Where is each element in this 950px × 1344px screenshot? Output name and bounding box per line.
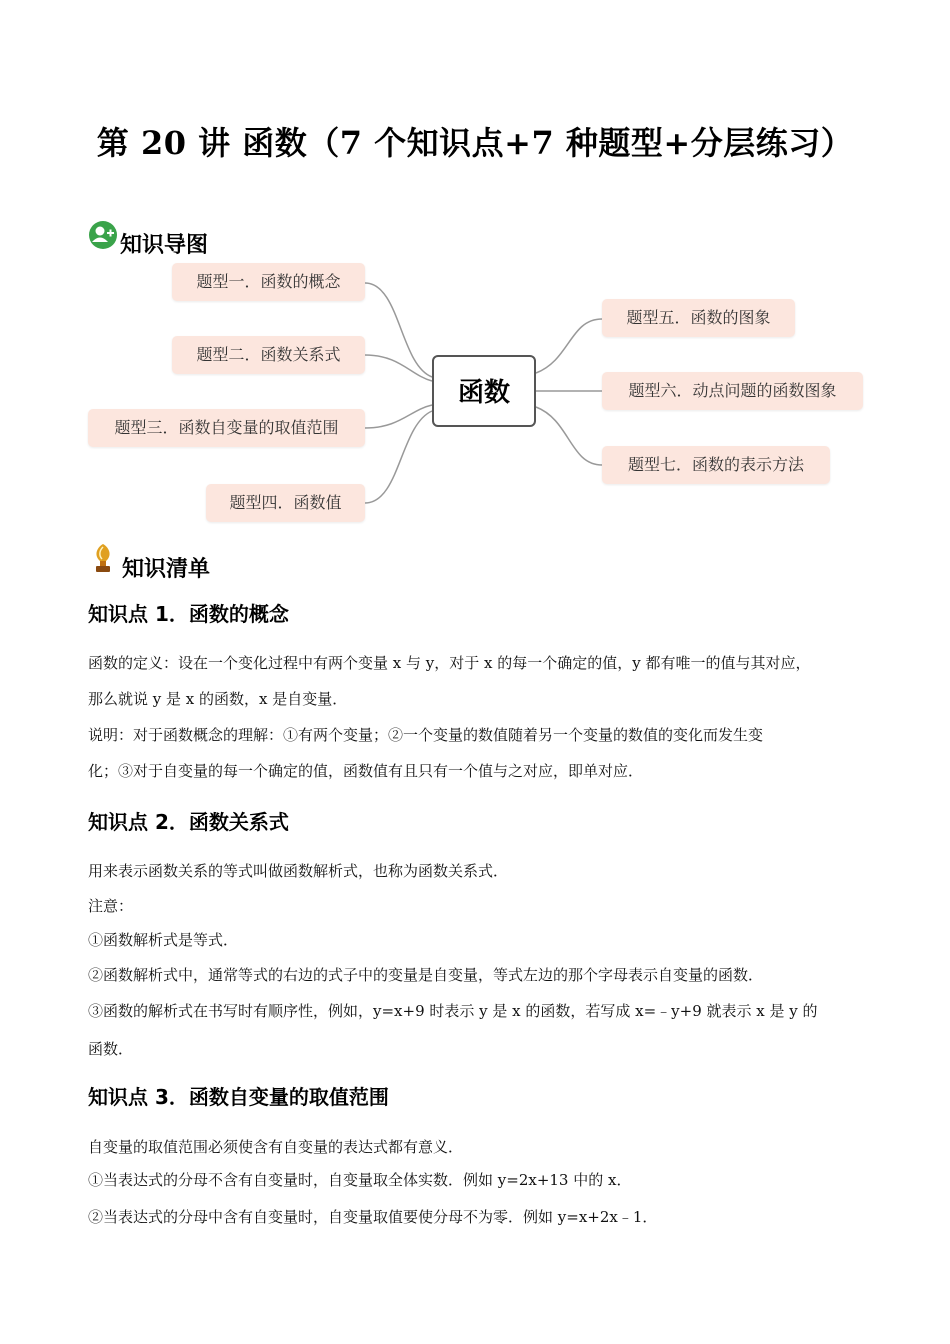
mindmap-heading: 知识导图 xyxy=(120,233,209,258)
trophy-icon xyxy=(90,542,116,574)
kp3-heading: 知识点 3．函数自变量的取值范围 xyxy=(88,1085,389,1109)
mindmap-node-1: 题型一．函数的概念 xyxy=(172,263,365,301)
kp1-heading: 知识点 1．函数的概念 xyxy=(88,602,289,626)
kp2-line-1: 用来表示函数关系的等式叫做函数解析式，也称为函数关系式． xyxy=(88,862,509,880)
kp2-heading: 知识点 2．函数关系式 xyxy=(88,810,289,834)
kp1-line-2: 那么就说 y 是 x 的函数，x 是自变量． xyxy=(88,690,348,708)
kp2-line-4: ②函数解析式中，通常等式的右边的式子中的变量是自变量，等式左边的那个字母表示自变量的函数． xyxy=(88,966,764,984)
mindmap-center: 函数 xyxy=(432,355,536,427)
page-title: 第 20 讲 函数（7 个知识点+7 种题型+分层练习） xyxy=(96,124,854,162)
mindmap-node-6: 题型六．动点问题的函数图象 xyxy=(602,372,863,410)
list-heading: 知识清单 xyxy=(122,557,211,582)
kp2-line-3: ①函数解析式是等式． xyxy=(88,931,239,949)
mindmap-node-2: 题型二．函数关系式 xyxy=(172,336,365,374)
kp1-line-4: 化；③对于自变量的每一个确定的值，函数值有且只有一个值与之对应，即单对应． xyxy=(88,762,644,780)
kp2-line-5: ③函数的解析式在书写时有顺序性，例如，y=x+9 时表示 y 是 x 的函数，若写成 x=﹣y+9 就表示 x 是 y 的 xyxy=(88,1002,818,1020)
mindmap-node-5: 题型五．函数的图象 xyxy=(602,299,795,337)
mind-map xyxy=(0,255,950,530)
mindmap-node-3: 题型三．函数自变量的取值范围 xyxy=(88,409,365,447)
kp3-line-2: ①当表达式的分母不含有自变量时，自变量取全体实数．例如 y=2x+13 中的 x． xyxy=(88,1171,632,1189)
user-add-icon xyxy=(88,220,118,250)
kp2-line-6: 函数． xyxy=(88,1040,134,1058)
kp3-line-1: 自变量的取值范围必须使含有自变量的表达式都有意义． xyxy=(88,1138,464,1156)
kp2-line-2: 注意： xyxy=(88,897,134,915)
kp1-line-3: 说明：对于函数概念的理解：①有两个变量；②一个变量的数值随着另一个变量的数值的变化而发生变 xyxy=(88,726,764,744)
mindmap-node-7: 题型七．函数的表示方法 xyxy=(602,446,830,484)
kp1-line-1: 函数的定义：设在一个变化过程中有两个变量 x 与 y，对于 x 的每一个确定的值，y 都有唯一的值与其对应， xyxy=(88,654,811,672)
mindmap-node-4: 题型四．函数值 xyxy=(206,484,365,522)
kp3-line-3: ②当表达式的分母中含有自变量时，自变量取值要使分母不为零．例如 y=x+2x﹣1． xyxy=(88,1208,658,1226)
